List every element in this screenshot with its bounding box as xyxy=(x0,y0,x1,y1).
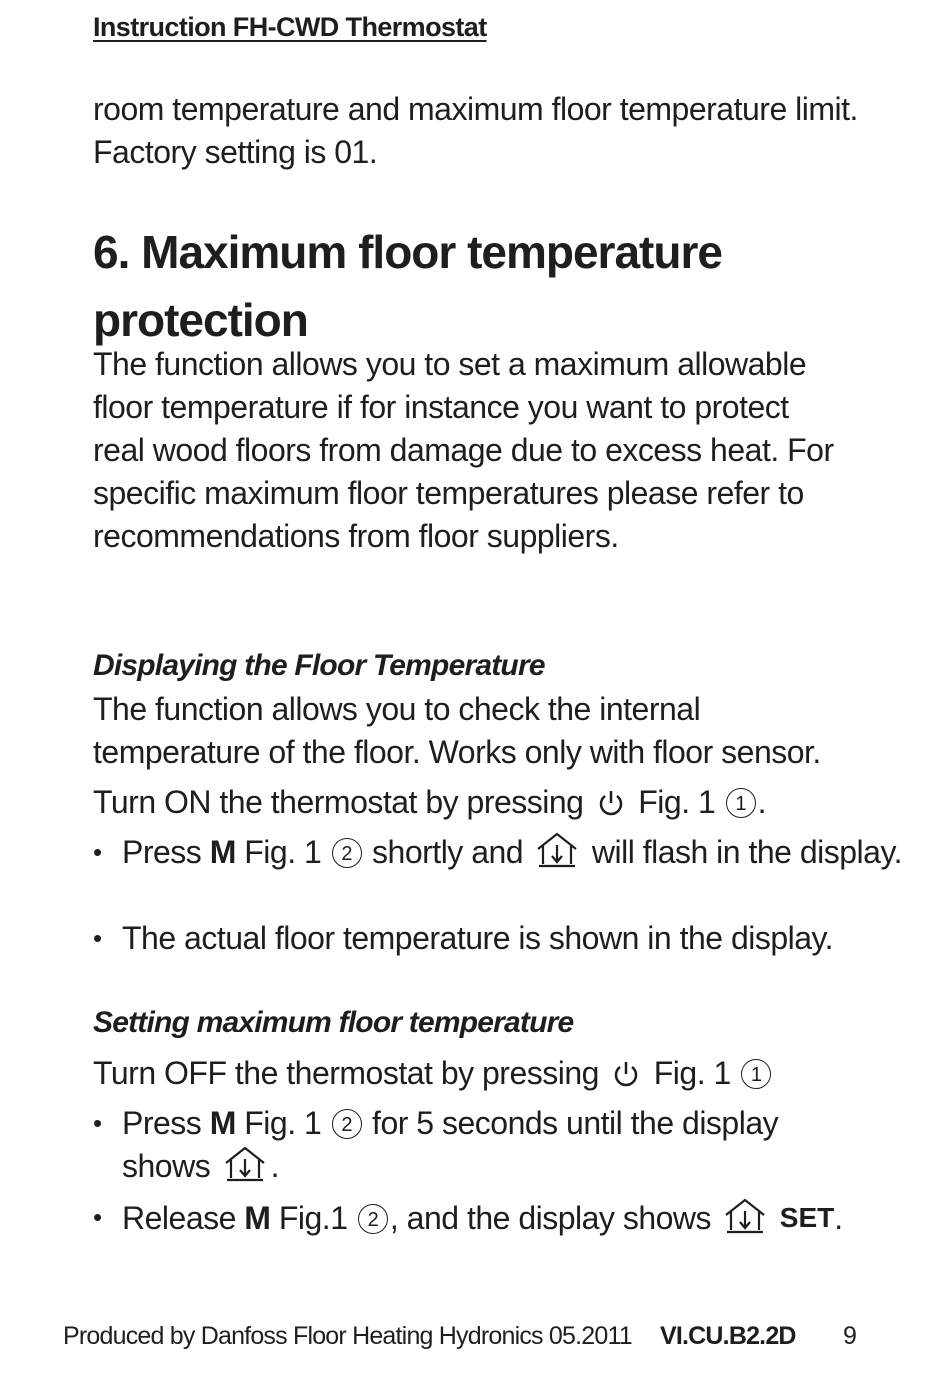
turn-on-text: Turn ON the thermostat by pressing xyxy=(93,784,584,820)
circled-number-2: 2 xyxy=(332,1109,362,1139)
footer-produced-by: Produced by Danfoss Floor Heating Hydronics 05.2011 xyxy=(63,1322,632,1350)
circled-number-1: 1 xyxy=(741,1059,771,1089)
power-icon xyxy=(611,1058,641,1090)
period: . xyxy=(757,784,767,820)
section-heading: 6. Maximum floor temperature protection xyxy=(93,226,722,346)
section-body: The function allows you to set a maximum allowable floor temperature if for instance you want to protect real wood floors from damage due to excess heat. For specific maximum floor temperatures please refer to recommendations from floor suppliers. xyxy=(93,346,834,554)
bullet-text: The actual floor temperature is shown in the display. xyxy=(122,920,834,956)
bullet-dot: • xyxy=(93,1108,102,1138)
m-key: M xyxy=(244,1200,271,1236)
page-footer xyxy=(63,1322,863,1358)
turn-on-line xyxy=(93,781,766,824)
page-header: Instruction FH-CWD Thermostat xyxy=(93,12,487,42)
page-number: 9 xyxy=(843,1322,857,1350)
turn-off-text: Turn OFF the thermostat by pressing xyxy=(93,1055,599,1091)
fig-ref: Fig. 1 xyxy=(244,1105,322,1141)
bullet-dot: • xyxy=(93,1202,102,1232)
circled-number-2: 2 xyxy=(332,838,362,868)
bullet-text: Release xyxy=(122,1200,236,1236)
bullet-text: Press xyxy=(122,1105,202,1141)
period: . xyxy=(834,1200,843,1236)
bullet-text: for 5 seconds until the display shows xyxy=(122,1105,779,1184)
floor-temperature-house-icon xyxy=(723,1197,767,1235)
floor-temperature-house-icon xyxy=(535,831,579,869)
circled-number-1: 1 xyxy=(726,788,756,818)
footer-document-code: VI.CU.B2.2D xyxy=(660,1322,796,1350)
subheading-display: Displaying the Floor Temperature xyxy=(93,649,545,682)
floor-temperature-house-icon xyxy=(223,1145,267,1183)
bullet-text: Press xyxy=(122,834,202,870)
set-display-text: SET xyxy=(779,1202,835,1233)
fig-ref: Fig.1 xyxy=(278,1200,348,1236)
intro-paragraph: room temperature and maximum floor temperature limit. Factory setting is 01. xyxy=(93,91,858,170)
m-key: M xyxy=(209,1105,236,1141)
circled-number-2: 2 xyxy=(358,1204,388,1234)
subheading-setting: Setting maximum floor temperature xyxy=(93,1006,574,1039)
period: . xyxy=(270,1148,279,1184)
bullet-dot: • xyxy=(93,923,102,953)
fig-ref: Fig. 1 xyxy=(244,834,322,870)
fig-ref: Fig. 1 xyxy=(653,1055,731,1091)
m-key: M xyxy=(209,834,236,870)
fig-ref: Fig. 1 xyxy=(638,784,716,820)
turn-off-line xyxy=(93,1052,773,1095)
bullet-dot: • xyxy=(93,837,102,867)
bullet-text: shortly and xyxy=(372,834,524,870)
bullet-text: , and the display shows xyxy=(389,1200,712,1236)
display-body: The function allows you to check the internal temperature of the floor. Works only with floor sensor. xyxy=(93,691,821,770)
bullet-text: will flash in the display. xyxy=(591,834,902,870)
power-icon xyxy=(596,787,626,819)
